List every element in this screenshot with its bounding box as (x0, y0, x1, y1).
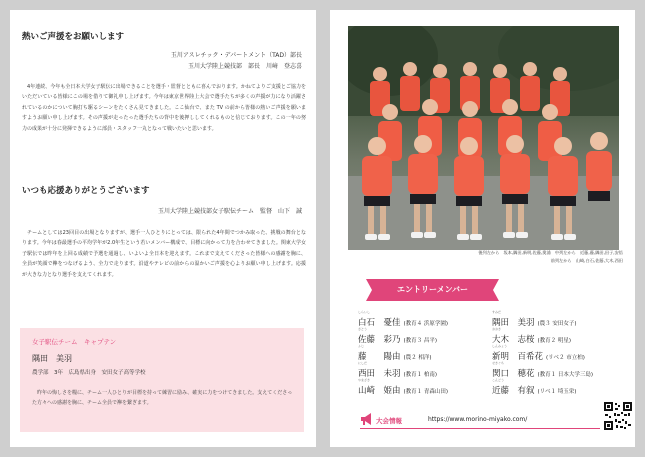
member-info: (農３ 安田女子) (537, 321, 577, 327)
member-name: 山崎 姫由 (358, 386, 401, 396)
member-item (492, 361, 594, 379)
section1-sig-line2: 玉川大学陸上競技部 部長 川﨑 登志喜 (187, 63, 302, 70)
member-ruby: しらいし (358, 310, 371, 314)
member-info: (教育２ 明星) (537, 338, 572, 344)
member-info: (リベ２ 市立柏) (546, 355, 585, 361)
member-ruby: すみだ (492, 310, 502, 314)
captain-detail: 農学部 3年 広島県出身 安田女子高等学校 (32, 370, 146, 376)
member-name: 新明 百希花 (492, 352, 544, 362)
member-item (358, 344, 432, 362)
member-name: 佐藤 彩乃 (358, 335, 401, 345)
member-name: 近藤 有叙 (492, 386, 535, 396)
member-info: (農２ 相洋) (403, 355, 432, 361)
member-item (358, 310, 449, 328)
megaphone-icon (360, 412, 374, 426)
entry-members-banner (360, 279, 505, 301)
section1-body: 4年連続、今年も全日本大学女子駅伝に出場できることを選手・監督とともに喜んでおります。かねてよりご支援とご協力をいただいている皆様にこの場を借りて御礼申し上げます。今年は東京世界陸上大会で選手たちが多くの声援が力になり活躍されているのかについて胸打ち駆るシーンをたくさん見てきました。ここ仙台で、また TV の前から皆様の熱いご声援を願いますようお願い申し上げます。その声援が走ったった選手たちの背中を後押ししてくれるものと信じております。この一年の努力の成果が十分に発揮できるように部員・スタッフ一丸となって戦いたいと思います。 (22, 84, 306, 132)
entry-members-label: エントリーメンバー (396, 285, 469, 294)
member-ruby: しんみょう (492, 344, 508, 348)
photo-caption-line1: 後列左から 坂本,隅田,新明,佐藤,奥浦 中列左から 近藤,藤,隅田,田子,安倍 (478, 250, 623, 255)
member-ruby: こんどう (492, 378, 505, 382)
section1-sig-line1: 玉川アスレチック・デパートメント（TAD）部長 (170, 52, 302, 59)
member-info: (リベ１ 埼玉栄) (537, 389, 577, 395)
member-name: 隅田 美羽 (492, 318, 535, 328)
captain-message: 昨年の悔しさを糧に、チーム一人ひとりが目標を持って練習に励み、確実に力をつけてきました。支えてくださった方々への感謝を胸に、チーム全員で襷を繋ぎます。 (32, 390, 293, 406)
member-info: (教育４ 浜原学園) (403, 321, 449, 327)
member-ruby: やまざき (358, 378, 371, 382)
member-name: 藤 陽由 (358, 352, 401, 362)
member-ruby: せきぐち (492, 361, 505, 365)
photo-caption-line2: 前列左から 山崎,白石,佐藤,大木,西田 (550, 258, 623, 263)
member-ruby: おおき (492, 327, 502, 331)
team-photo (348, 26, 619, 250)
left-page (10, 10, 316, 447)
member-item (358, 327, 438, 345)
photo-caption (478, 249, 623, 265)
captain-title: 女子駅伝チーム キャプテン (32, 338, 117, 346)
member-item (492, 344, 585, 362)
section1-signature (171, 50, 302, 72)
member-name: 西田 未羽 (358, 369, 401, 379)
event-url-link[interactable]: https://www.morino-miyako.com/ (428, 416, 528, 423)
member-info: (教育１ 青森山田) (403, 389, 449, 395)
section1-title: 熱いご声援をお願いします (22, 32, 125, 42)
member-info: (教育１ 柏南) (403, 372, 438, 378)
team-photo-illustration (348, 26, 619, 250)
member-info: (教育３ 昌平) (403, 338, 438, 344)
captain-box (20, 328, 304, 432)
event-underline (360, 428, 600, 429)
section2-signature: 玉川大学陸上競技部女子駅伝チーム 監督 山下 誠 (157, 208, 302, 215)
event-label: 大会情報 (376, 417, 402, 425)
qr-code-icon[interactable] (604, 402, 632, 430)
member-item (492, 378, 577, 396)
member-ruby: さとう (358, 327, 368, 331)
section2-title: いつも応援ありがとうございます (22, 186, 150, 196)
member-name: 白石 憂佳 (358, 318, 401, 328)
member-info: (教育１ 日本大学三島) (537, 372, 594, 378)
member-ruby: にしだ (358, 361, 368, 365)
member-item (492, 310, 577, 328)
right-page (330, 10, 635, 447)
captain-name: 隅田 美羽 (32, 354, 72, 363)
member-name: 関口 穂花 (492, 369, 535, 379)
member-ruby: ふじ (358, 344, 365, 348)
member-name: 大木 志桜 (492, 335, 535, 345)
member-item (358, 378, 449, 396)
section2-body: チームとしては23回目の出場となりますが、選手一人ひとりにとっては、限られた4年間でつかみ取った、挑戦の舞台となります。今年は春最選手の平均学年が2.0年生という若いメンバー構成で、目標に向かって力を合わせてきました。関東大学女子駅伝では昨年を上回る成績で予選を通過し、いよいよ全日本を迎えます。これまで支えてくださった皆様への感謝を胸に、全員が笑顔で襷をつなげるよう、全力で走ります。沿道やテレビの前からの温かいご声援を心よりお願い申し上げます。応援が大きな力となり選手を支えてくれます。 (22, 230, 306, 278)
